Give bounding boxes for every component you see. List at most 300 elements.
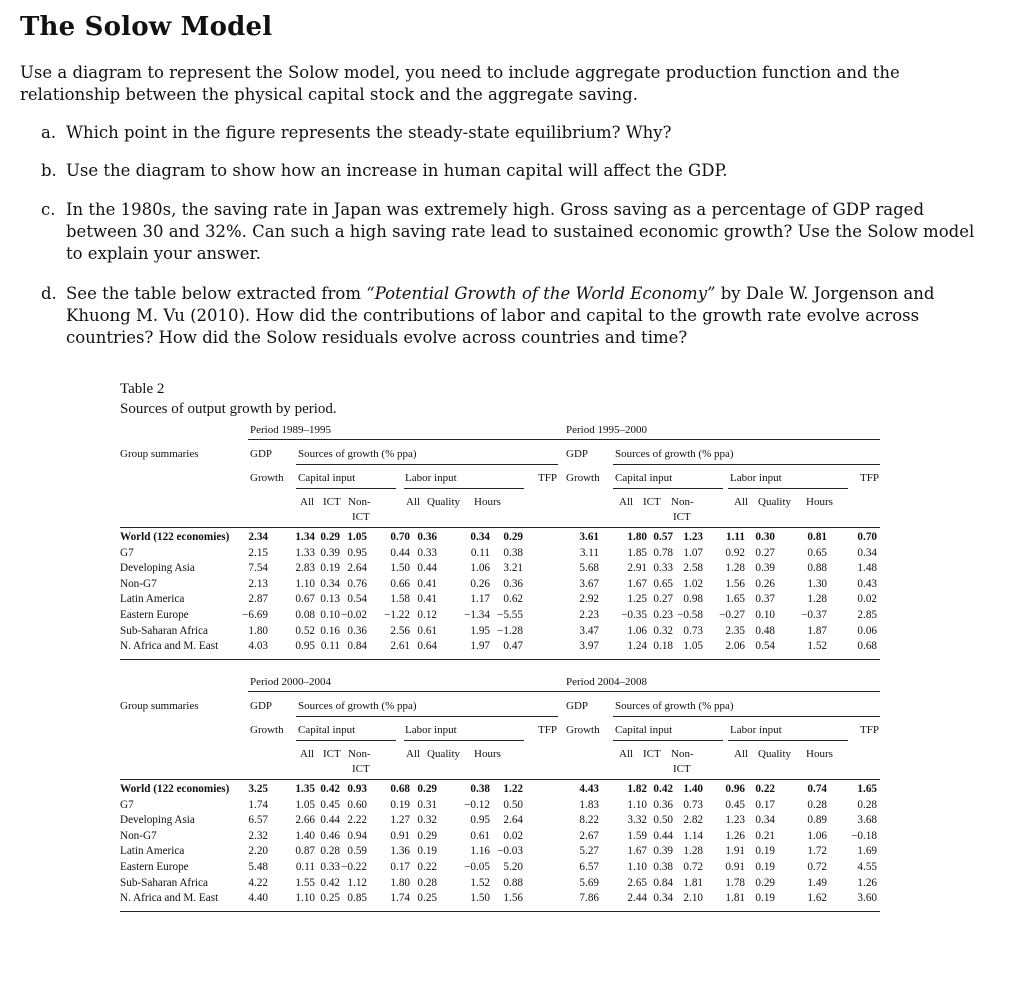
table-cell: −0.22 [341, 861, 367, 873]
all-header: All [619, 748, 634, 760]
all-header: All [734, 496, 749, 508]
table-cell: 5.48 [248, 861, 268, 873]
table-cell: 0.72 [683, 861, 703, 873]
table-rule [613, 740, 723, 741]
table-cell: −0.58 [677, 609, 703, 621]
row-label: G7 [120, 798, 134, 811]
table-cell: 1.72 [807, 845, 827, 858]
table-subcaption: Sources of output growth by period. [120, 401, 337, 417]
table-cell: 0.34 [857, 546, 877, 559]
intro-paragraph: Use a diagram to represent the Solow model, you need to include aggregate production function and the relationship between the physical capital stock and the aggregate saving. [20, 63, 900, 104]
table-rule [564, 439, 880, 440]
table-cell: 1.80 [627, 531, 647, 543]
table-cell: −0.27 [719, 609, 745, 621]
growth-header: Growth [250, 472, 284, 484]
table-cell: 1.59 [627, 829, 647, 842]
capital-input-header: Capital input [615, 472, 673, 484]
table-rule [120, 527, 880, 528]
table-cell: 0.22 [417, 861, 437, 873]
table-cell: 2.92 [579, 593, 599, 606]
table-cell: 0.27 [653, 593, 673, 606]
table-cell: 2.22 [347, 814, 367, 827]
gdp-header: GDP [250, 448, 273, 460]
table-cell: 1.06 [627, 624, 647, 637]
all-header: All [406, 748, 421, 760]
row-label: Latin America [120, 845, 185, 858]
question-text-end: by Dale W. Jorgenson and Khuong M. Vu (2010). How did the contributions of labor and capital to the growth rate evolve across countries? How did the Solow residuals evolve across countries and time? [66, 284, 935, 347]
table-cell: 2.34 [248, 531, 268, 543]
row-label: Latin America [120, 593, 185, 606]
table-cell: 0.33 [417, 546, 437, 559]
table-cell: 0.31 [417, 798, 437, 811]
table-cell: 6.57 [579, 861, 599, 873]
table-cell: 1.36 [390, 845, 410, 858]
table-cell: 0.42 [653, 783, 673, 795]
table-cell: 0.91 [390, 829, 410, 842]
table-cell: 0.12 [417, 609, 437, 621]
table-cell: 0.39 [653, 845, 673, 858]
table-cell: 0.33 [320, 861, 340, 873]
table-cell: 5.20 [503, 861, 523, 873]
table-cell: 1.27 [390, 814, 410, 827]
table-cell: 1.85 [627, 546, 647, 559]
table-cell: 0.17 [390, 861, 410, 873]
page-title: The Solow Model [20, 12, 273, 42]
table-cell: 0.84 [653, 876, 673, 889]
table-cell: 2.13 [248, 577, 268, 590]
all-header: All [300, 748, 315, 760]
table-cell: 0.25 [417, 892, 437, 905]
table-cell: 0.19 [417, 845, 437, 858]
table-cell: 1.56 [503, 892, 523, 905]
table-cell: 3.25 [248, 783, 268, 795]
table-cell: 0.39 [755, 562, 775, 575]
hours-header: Hours [474, 496, 501, 508]
table-cell: 2.32 [248, 829, 268, 842]
table-cell: 3.97 [579, 640, 599, 653]
table-row [120, 783, 880, 799]
question-text: Which point in the figure represents the steady-state equilibrium? Why? [66, 123, 672, 142]
table-cell: 0.29 [755, 876, 775, 889]
table-cell: 1.22 [503, 783, 523, 795]
table-cell: 3.60 [857, 892, 877, 905]
table-cell: 1.48 [857, 562, 877, 575]
non-ict-header: Non- [348, 496, 371, 508]
question-label: d. [41, 284, 57, 303]
quality-header: Quality [427, 496, 460, 508]
table-cell: 0.32 [653, 624, 673, 637]
table-cell: 1.95 [470, 624, 490, 637]
table-cell: 0.25 [320, 892, 340, 905]
hours-header: Hours [806, 496, 833, 508]
table-cell: 0.19 [755, 861, 775, 873]
table-cell: 0.61 [417, 624, 437, 637]
table-cell: −5.55 [497, 609, 523, 621]
table-cell: 2.15 [248, 546, 268, 559]
table-cell: 0.34 [470, 531, 490, 543]
table-cell: 0.76 [347, 577, 367, 590]
row-label: G7 [120, 546, 134, 559]
table-cell: −1.28 [497, 624, 523, 637]
table-cell: 0.48 [755, 624, 775, 637]
table-cell: 0.34 [755, 814, 775, 827]
table-cell: 1.80 [390, 876, 410, 889]
table-cell: 1.81 [683, 876, 703, 889]
table-cell: 1.52 [470, 876, 490, 889]
table-cell: 0.22 [755, 783, 775, 795]
table-cell: 0.13 [320, 593, 340, 606]
labor-input-header: Labor input [405, 472, 457, 484]
row-label: Non-G7 [120, 577, 157, 590]
all-header: All [734, 748, 749, 760]
question-text: In the 1980s, the saving rate in Japan was extremely high. Gross saving as a percentage of GDP raged between 30 and 32%. Can such a high saving rate lead to sustained economic growth? Use the Solow model to explain your answer. [66, 200, 975, 263]
table-row [120, 814, 880, 830]
table-cell: 7.54 [248, 562, 268, 575]
tfp-header: TFP [538, 724, 557, 736]
table-cell: 1.24 [627, 640, 647, 653]
non-ict-header: Non- [671, 748, 694, 760]
table-cell: 0.61 [470, 829, 490, 842]
table-cell: 0.28 [857, 798, 877, 811]
table-caption: Table 2 [120, 381, 165, 397]
table-cell: 2.85 [857, 609, 877, 621]
table-cell: 0.29 [320, 531, 340, 543]
table-cell: 2.20 [248, 845, 268, 858]
capital-input-header: Capital input [298, 472, 356, 484]
table-cell: 1.67 [627, 845, 647, 858]
sources-header: Sources of growth (% ppa) [298, 448, 417, 460]
table-cell: 0.36 [503, 577, 523, 590]
table-cell: −0.12 [464, 798, 490, 811]
table-cell: 0.91 [725, 861, 745, 873]
sources-header: Sources of growth (% ppa) [298, 700, 417, 712]
row-label: N. Africa and M. East [120, 892, 219, 905]
ict-header: ICT [323, 748, 341, 760]
table-cell: −0.03 [497, 845, 523, 858]
period-label: Period 2004–2008 [566, 676, 647, 688]
period-label: Period 2000–2004 [250, 676, 331, 688]
table-cell: 0.81 [807, 531, 827, 543]
article-title: “Potential Growth of the World Economy” [366, 284, 716, 303]
table-cell: 1.10 [627, 861, 647, 873]
table-cell: 0.28 [417, 876, 437, 889]
table-cell: 1.10 [295, 577, 315, 590]
table-cell: 0.44 [653, 829, 673, 842]
table-cell: 2.64 [503, 814, 523, 827]
table-cell: 0.92 [725, 546, 745, 559]
table-cell: 0.52 [295, 624, 315, 637]
table-cell: 1.87 [807, 624, 827, 637]
tfp-header: TFP [860, 472, 879, 484]
table-cell: 0.95 [470, 814, 490, 827]
table-cell: 0.72 [807, 861, 827, 873]
question-label: c. [41, 200, 56, 219]
table-cell: 8.22 [579, 814, 599, 827]
table-cell: 0.88 [807, 562, 827, 575]
table-cell: 0.54 [755, 640, 775, 653]
table-cell: 5.69 [579, 876, 599, 889]
sources-header: Sources of growth (% ppa) [615, 700, 734, 712]
table-cell: 0.16 [320, 624, 340, 637]
table-cell: 1.74 [390, 892, 410, 905]
labor-input-header: Labor input [405, 724, 457, 736]
table-cell: 1.52 [807, 640, 827, 653]
table-cell: 1.17 [470, 593, 490, 606]
table-cell: 1.69 [857, 845, 877, 858]
labor-input-header: Labor input [730, 724, 782, 736]
table-rule [296, 740, 396, 741]
question-label: b. [41, 161, 57, 180]
table-cell: 1.78 [725, 876, 745, 889]
table-cell: 1.23 [683, 531, 703, 543]
question-d [41, 283, 991, 349]
growth-header: Growth [250, 724, 284, 736]
table-cell: 0.34 [653, 892, 673, 905]
table-cell: 0.02 [857, 593, 877, 606]
table-cell: 1.82 [627, 783, 647, 795]
table-cell: 0.88 [503, 876, 523, 889]
gdp-header: GDP [566, 448, 589, 460]
table-cell: 1.40 [295, 829, 315, 842]
table-cell: 0.68 [857, 640, 877, 653]
table-row [120, 799, 880, 815]
non-ict-header: Non- [348, 748, 371, 760]
growth-header: Growth [566, 472, 600, 484]
table-cell: 5.27 [579, 845, 599, 858]
table-cell: 2.23 [579, 609, 599, 621]
question-label: a. [41, 123, 57, 142]
table-cell: 0.96 [725, 783, 745, 795]
table-row [120, 578, 880, 594]
table-cell: 0.44 [390, 546, 410, 559]
table-cell: 0.29 [503, 531, 523, 543]
table-cell: 1.67 [627, 577, 647, 590]
table-cell: 1.97 [470, 640, 490, 653]
table-cell: 0.73 [683, 798, 703, 811]
question-text [66, 283, 991, 349]
row-label: World (122 economies) [120, 783, 230, 795]
table-cell: −1.34 [464, 609, 490, 621]
table-cell: 3.47 [579, 624, 599, 637]
non-ict-header: ICT [352, 763, 370, 775]
table-cell: 3.11 [579, 546, 599, 559]
table-rule [613, 716, 880, 717]
row-label: Developing Asia [120, 562, 195, 575]
table-cell: 2.87 [248, 593, 268, 606]
table-cell: 0.19 [755, 892, 775, 905]
period-label: Period 1989–1995 [250, 424, 331, 436]
question-c [41, 199, 991, 265]
table-cell: 2.83 [295, 562, 315, 575]
table-cell: 1.50 [390, 562, 410, 575]
table-rule [613, 488, 723, 489]
row-label: Eastern Europe [120, 861, 189, 873]
table-rule [404, 488, 524, 489]
row-label: Developing Asia [120, 814, 195, 827]
growth-header: Growth [566, 724, 600, 736]
table-cell: 1.74 [248, 798, 268, 811]
table-cell: 2.61 [390, 640, 410, 653]
table-cell: 2.64 [347, 562, 367, 575]
table-row [120, 593, 880, 609]
gdp-header: GDP [566, 700, 589, 712]
table-row [120, 830, 880, 846]
table-row [120, 861, 880, 877]
table-cell: 1.06 [807, 829, 827, 842]
table-cell: 0.42 [320, 783, 340, 795]
table-cell: 2.65 [627, 876, 647, 889]
table-row [120, 531, 880, 547]
table-cell: 1.28 [725, 562, 745, 575]
table-rule [120, 659, 880, 660]
table-cell: 1.40 [683, 783, 703, 795]
table-cell: 0.30 [755, 531, 775, 543]
table-cell: 0.37 [755, 593, 775, 606]
table-cell: 1.12 [347, 876, 367, 889]
table-cell: 0.23 [653, 609, 673, 621]
table-cell: 0.21 [755, 829, 775, 842]
table-cell: 0.87 [295, 845, 315, 858]
table-cell: −0.02 [341, 609, 367, 621]
table-cell: 2.06 [725, 640, 745, 653]
table-cell: 2.91 [627, 562, 647, 575]
table-cell: 1.56 [725, 577, 745, 590]
table-cell: 1.50 [470, 892, 490, 905]
non-ict-header: ICT [352, 511, 370, 523]
table-cell: 0.70 [390, 531, 410, 543]
table-cell: 0.95 [295, 640, 315, 653]
table-row [120, 609, 880, 625]
all-header: All [406, 496, 421, 508]
gdp-header: GDP [250, 700, 273, 712]
table-cell: 0.18 [653, 640, 673, 653]
table-cell: 0.41 [417, 593, 437, 606]
table-cell: 0.62 [503, 593, 523, 606]
table-rule [296, 488, 396, 489]
table-cell: 0.50 [503, 798, 523, 811]
table-cell: 0.26 [470, 577, 490, 590]
row-label: World (122 economies) [120, 531, 230, 543]
table-cell: 0.98 [683, 593, 703, 606]
table-cell: −0.18 [851, 829, 877, 842]
table-row [120, 640, 880, 656]
table-cell: 0.50 [653, 814, 673, 827]
table-cell: 2.67 [579, 829, 599, 842]
table-cell: 1.26 [857, 876, 877, 889]
table-row [120, 845, 880, 861]
table-cell: 0.11 [470, 546, 490, 559]
table-cell: 0.27 [755, 546, 775, 559]
table-cell: 0.57 [653, 531, 673, 543]
table-cell: 1.26 [725, 829, 745, 842]
table-cell: 0.38 [653, 861, 673, 873]
all-header: All [300, 496, 315, 508]
table-rule [296, 464, 558, 465]
table-cell: −0.05 [464, 861, 490, 873]
table-cell: 0.02 [503, 829, 523, 842]
table-rule [404, 740, 524, 741]
table-cell: 0.39 [320, 546, 340, 559]
question-a [41, 122, 991, 144]
ict-header: ICT [643, 748, 661, 760]
table-cell: 4.03 [248, 640, 268, 653]
table-cell: 5.68 [579, 562, 599, 575]
labor-input-header: Labor input [730, 472, 782, 484]
table-cell: 0.85 [347, 892, 367, 905]
table-cell: 0.65 [653, 577, 673, 590]
row-label: Non-G7 [120, 829, 157, 842]
table-cell: 1.28 [683, 845, 703, 858]
table-cell: 6.57 [248, 814, 268, 827]
table-cell: 0.29 [417, 783, 437, 795]
table-cell: 0.59 [347, 845, 367, 858]
table-cell: 2.82 [683, 814, 703, 827]
table-cell: 0.43 [857, 577, 877, 590]
table-cell: 0.89 [807, 814, 827, 827]
table-cell: 0.17 [755, 798, 775, 811]
table-cell: 1.49 [807, 876, 827, 889]
row-label: Sub-Saharan Africa [120, 876, 208, 889]
table-cell: 1.65 [725, 593, 745, 606]
row-label: Eastern Europe [120, 609, 189, 621]
table-cell: 1.81 [725, 892, 745, 905]
table-cell: 0.42 [320, 876, 340, 889]
table-cell: 4.22 [248, 876, 268, 889]
table-cell: 0.34 [320, 577, 340, 590]
table-rule [120, 779, 880, 780]
table-rule [248, 439, 564, 440]
table-cell: 4.43 [579, 783, 599, 795]
table-cell: 1.11 [726, 531, 745, 543]
table-rule [564, 691, 880, 692]
table-cell: 1.33 [295, 546, 315, 559]
group-summaries-header: Group summaries [120, 700, 199, 712]
ict-header: ICT [323, 496, 341, 508]
non-ict-header: ICT [673, 511, 691, 523]
table-row [120, 625, 880, 641]
tfp-header: TFP [860, 724, 879, 736]
capital-input-header: Capital input [615, 724, 673, 736]
table-cell: 0.19 [755, 845, 775, 858]
table-cell: 0.36 [347, 624, 367, 637]
table-cell: 1.05 [295, 798, 315, 811]
table-cell: 2.44 [627, 892, 647, 905]
table-cell: 0.65 [807, 546, 827, 559]
table-rule [728, 488, 848, 489]
question-b [41, 160, 991, 182]
table-cell: 2.56 [390, 624, 410, 637]
table-rule [728, 740, 848, 741]
all-header: All [619, 496, 634, 508]
non-ict-header: ICT [673, 763, 691, 775]
question-text: Use the diagram to show how an increase in human capital will affect the GDP. [66, 161, 728, 180]
table-cell: 1.05 [683, 640, 703, 653]
table-cell: 0.54 [347, 593, 367, 606]
table-cell: 0.78 [653, 546, 673, 559]
table-cell: 1.62 [807, 892, 827, 905]
table-cell: 1.58 [390, 593, 410, 606]
table-cell: 1.07 [683, 546, 703, 559]
table-cell: 0.06 [857, 624, 877, 637]
table-row [120, 892, 880, 908]
non-ict-header: Non- [671, 496, 694, 508]
table-rule [296, 716, 558, 717]
table-cell: 0.60 [347, 798, 367, 811]
row-label: Sub-Saharan Africa [120, 624, 208, 637]
table-cell: 1.02 [683, 577, 703, 590]
table-cell: 0.10 [320, 609, 340, 621]
table-cell: 0.46 [320, 829, 340, 842]
